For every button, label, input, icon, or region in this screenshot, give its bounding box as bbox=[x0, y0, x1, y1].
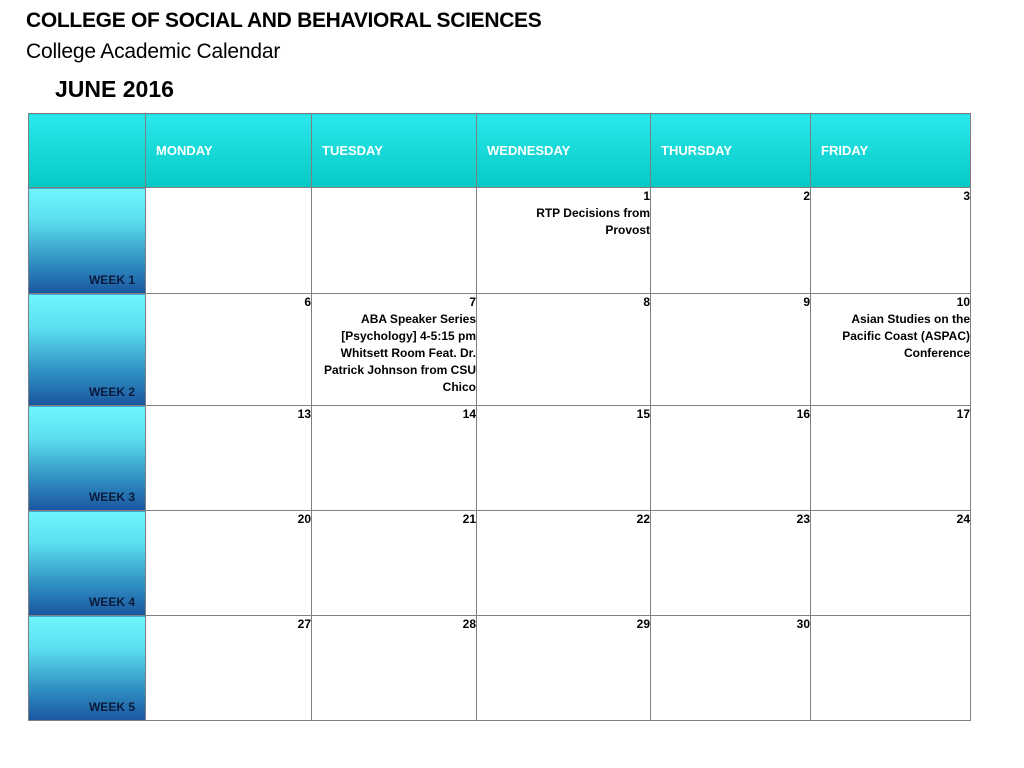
college-title: COLLEGE OF SOCIAL AND BEHAVIORAL SCIENCES bbox=[26, 9, 542, 32]
header-friday: FRIDAY bbox=[811, 114, 971, 188]
day-cell bbox=[477, 188, 651, 294]
day-cell bbox=[146, 511, 312, 616]
week-label-cell bbox=[29, 188, 146, 294]
day-number: 22 bbox=[636, 512, 650, 526]
day-number: 16 bbox=[796, 407, 810, 421]
day-cell bbox=[651, 406, 811, 511]
day-number: 9 bbox=[803, 295, 810, 309]
day-cell bbox=[146, 406, 312, 511]
day-cell bbox=[477, 294, 651, 406]
day-cell bbox=[811, 511, 971, 616]
day-cell bbox=[312, 294, 477, 406]
day-event: ABA Speaker Series [Psychology] 4-5:15 pm Whitsett Room Feat. Dr. Patrick Johnson from CSU Chico bbox=[323, 312, 476, 394]
day-cell bbox=[146, 616, 312, 721]
week-row bbox=[29, 511, 971, 616]
day-cell bbox=[477, 406, 651, 511]
day-number: 27 bbox=[297, 617, 311, 631]
day-cell bbox=[811, 616, 971, 721]
week-label: WEEK 1 bbox=[88, 273, 135, 287]
day-cell bbox=[811, 294, 971, 406]
week-row bbox=[29, 294, 971, 406]
day-number: 23 bbox=[796, 512, 810, 526]
week-label: WEEK 3 bbox=[88, 490, 135, 504]
day-number: 24 bbox=[956, 512, 970, 526]
week-row bbox=[29, 406, 971, 511]
day-cell bbox=[477, 511, 651, 616]
day-cell bbox=[811, 406, 971, 511]
day-number: 13 bbox=[297, 407, 311, 421]
day-cell bbox=[312, 406, 477, 511]
day-cell bbox=[312, 511, 477, 616]
day-number: 6 bbox=[304, 295, 311, 309]
week-label-cell bbox=[29, 406, 146, 511]
day-number: 30 bbox=[796, 617, 810, 631]
day-number: 3 bbox=[963, 189, 970, 203]
day-number: 1 bbox=[643, 189, 650, 203]
header-tuesday: TUESDAY bbox=[312, 114, 477, 188]
header-thursday: THURSDAY bbox=[651, 114, 811, 188]
day-cell bbox=[477, 616, 651, 721]
week-label: WEEK 2 bbox=[88, 385, 135, 399]
day-cell bbox=[146, 188, 312, 294]
day-cell bbox=[651, 294, 811, 406]
day-number: 8 bbox=[643, 295, 650, 309]
calendar-grid bbox=[28, 113, 971, 721]
weekday-header-row bbox=[29, 114, 971, 188]
day-number: 7 bbox=[469, 295, 476, 309]
month-title: JUNE 2016 bbox=[55, 76, 174, 102]
day-cell bbox=[651, 616, 811, 721]
day-number: 10 bbox=[956, 295, 970, 309]
day-cell bbox=[312, 188, 477, 294]
week-row bbox=[29, 188, 971, 294]
day-number: 17 bbox=[956, 407, 970, 421]
day-number: 29 bbox=[636, 617, 650, 631]
week-row bbox=[29, 616, 971, 721]
day-event: Asian Studies on the Pacific Coast (ASPAC) Conference bbox=[842, 312, 970, 360]
day-cell bbox=[651, 511, 811, 616]
week-label: WEEK 4 bbox=[88, 595, 135, 609]
week-label: WEEK 5 bbox=[88, 700, 135, 714]
day-cell bbox=[312, 616, 477, 721]
week-label-cell bbox=[29, 294, 146, 406]
day-cell bbox=[811, 188, 971, 294]
calendar-subtitle: College Academic Calendar bbox=[26, 40, 281, 63]
week-label-cell bbox=[29, 616, 146, 721]
day-number: 21 bbox=[462, 512, 476, 526]
header-monday: MONDAY bbox=[146, 114, 312, 188]
day-event: RTP Decisions from Provost bbox=[536, 206, 650, 237]
header-wednesday: WEDNESDAY bbox=[477, 114, 651, 188]
day-number: 20 bbox=[297, 512, 311, 526]
day-number: 2 bbox=[803, 189, 810, 203]
day-cell bbox=[146, 294, 312, 406]
corner-cell bbox=[29, 114, 146, 188]
day-number: 14 bbox=[462, 407, 476, 421]
day-cell bbox=[651, 188, 811, 294]
day-number: 15 bbox=[636, 407, 650, 421]
day-number: 28 bbox=[462, 617, 476, 631]
week-label-cell bbox=[29, 511, 146, 616]
